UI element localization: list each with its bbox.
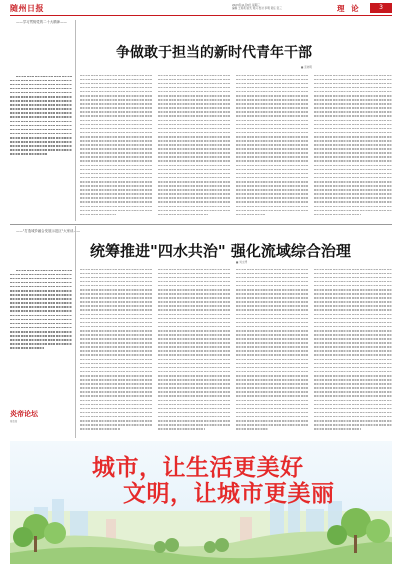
- top-headline: 争做敢于担当的新时代青年干部: [116, 45, 312, 61]
- bottom-byline: ■ 刘文博: [236, 261, 248, 264]
- section-divider: [10, 224, 392, 225]
- meta-date: 2023年11月8日 星期三: [232, 4, 260, 7]
- left-sidebar-column-bottom: [10, 267, 72, 407]
- left-sidebar-column: [10, 73, 72, 221]
- civic-banner: [10, 441, 392, 564]
- bottom-column-4: [314, 266, 392, 436]
- top-byline: ■ 张晓明: [301, 66, 313, 69]
- page-number: 3: [370, 3, 392, 13]
- masthead-logo: 随州日报: [10, 3, 44, 13]
- bottom-column-3: [236, 266, 308, 436]
- top-column-1: [80, 72, 152, 222]
- section-title: 理 论: [337, 4, 361, 13]
- top-column-2: [158, 72, 230, 222]
- forum-logo: [10, 409, 70, 433]
- banner-slogan-line1: 城市，让生活更美好: [92, 455, 304, 481]
- masthead-meta: [232, 4, 324, 10]
- bottom-column-1: [80, 266, 152, 436]
- forum-logo-title: 炎帝论坛: [10, 409, 38, 418]
- bottom-headline: 统筹推进"四水共治" 强化流域综合治理: [90, 242, 351, 260]
- top-kicker: ——学习贯彻党的二十大精神——: [16, 20, 67, 24]
- sidebar-divider-bottom: [75, 226, 76, 438]
- bottom-column-2: [158, 266, 230, 436]
- banner-slogan-line2: 文明，让城市更美丽: [123, 481, 335, 507]
- top-rule: [10, 15, 392, 16]
- top-column-4: [314, 72, 392, 222]
- meta-editors: 编辑 王莉莉 版式 刘兴 校对 李明 责任 张三: [232, 7, 282, 11]
- top-column-3: [236, 72, 308, 222]
- bottom-kicker: ——"打造城乡融合发展示范区"大家谈——: [16, 229, 81, 233]
- forum-logo-sub: 编者按: [10, 420, 18, 423]
- sidebar-divider-top: [75, 20, 76, 221]
